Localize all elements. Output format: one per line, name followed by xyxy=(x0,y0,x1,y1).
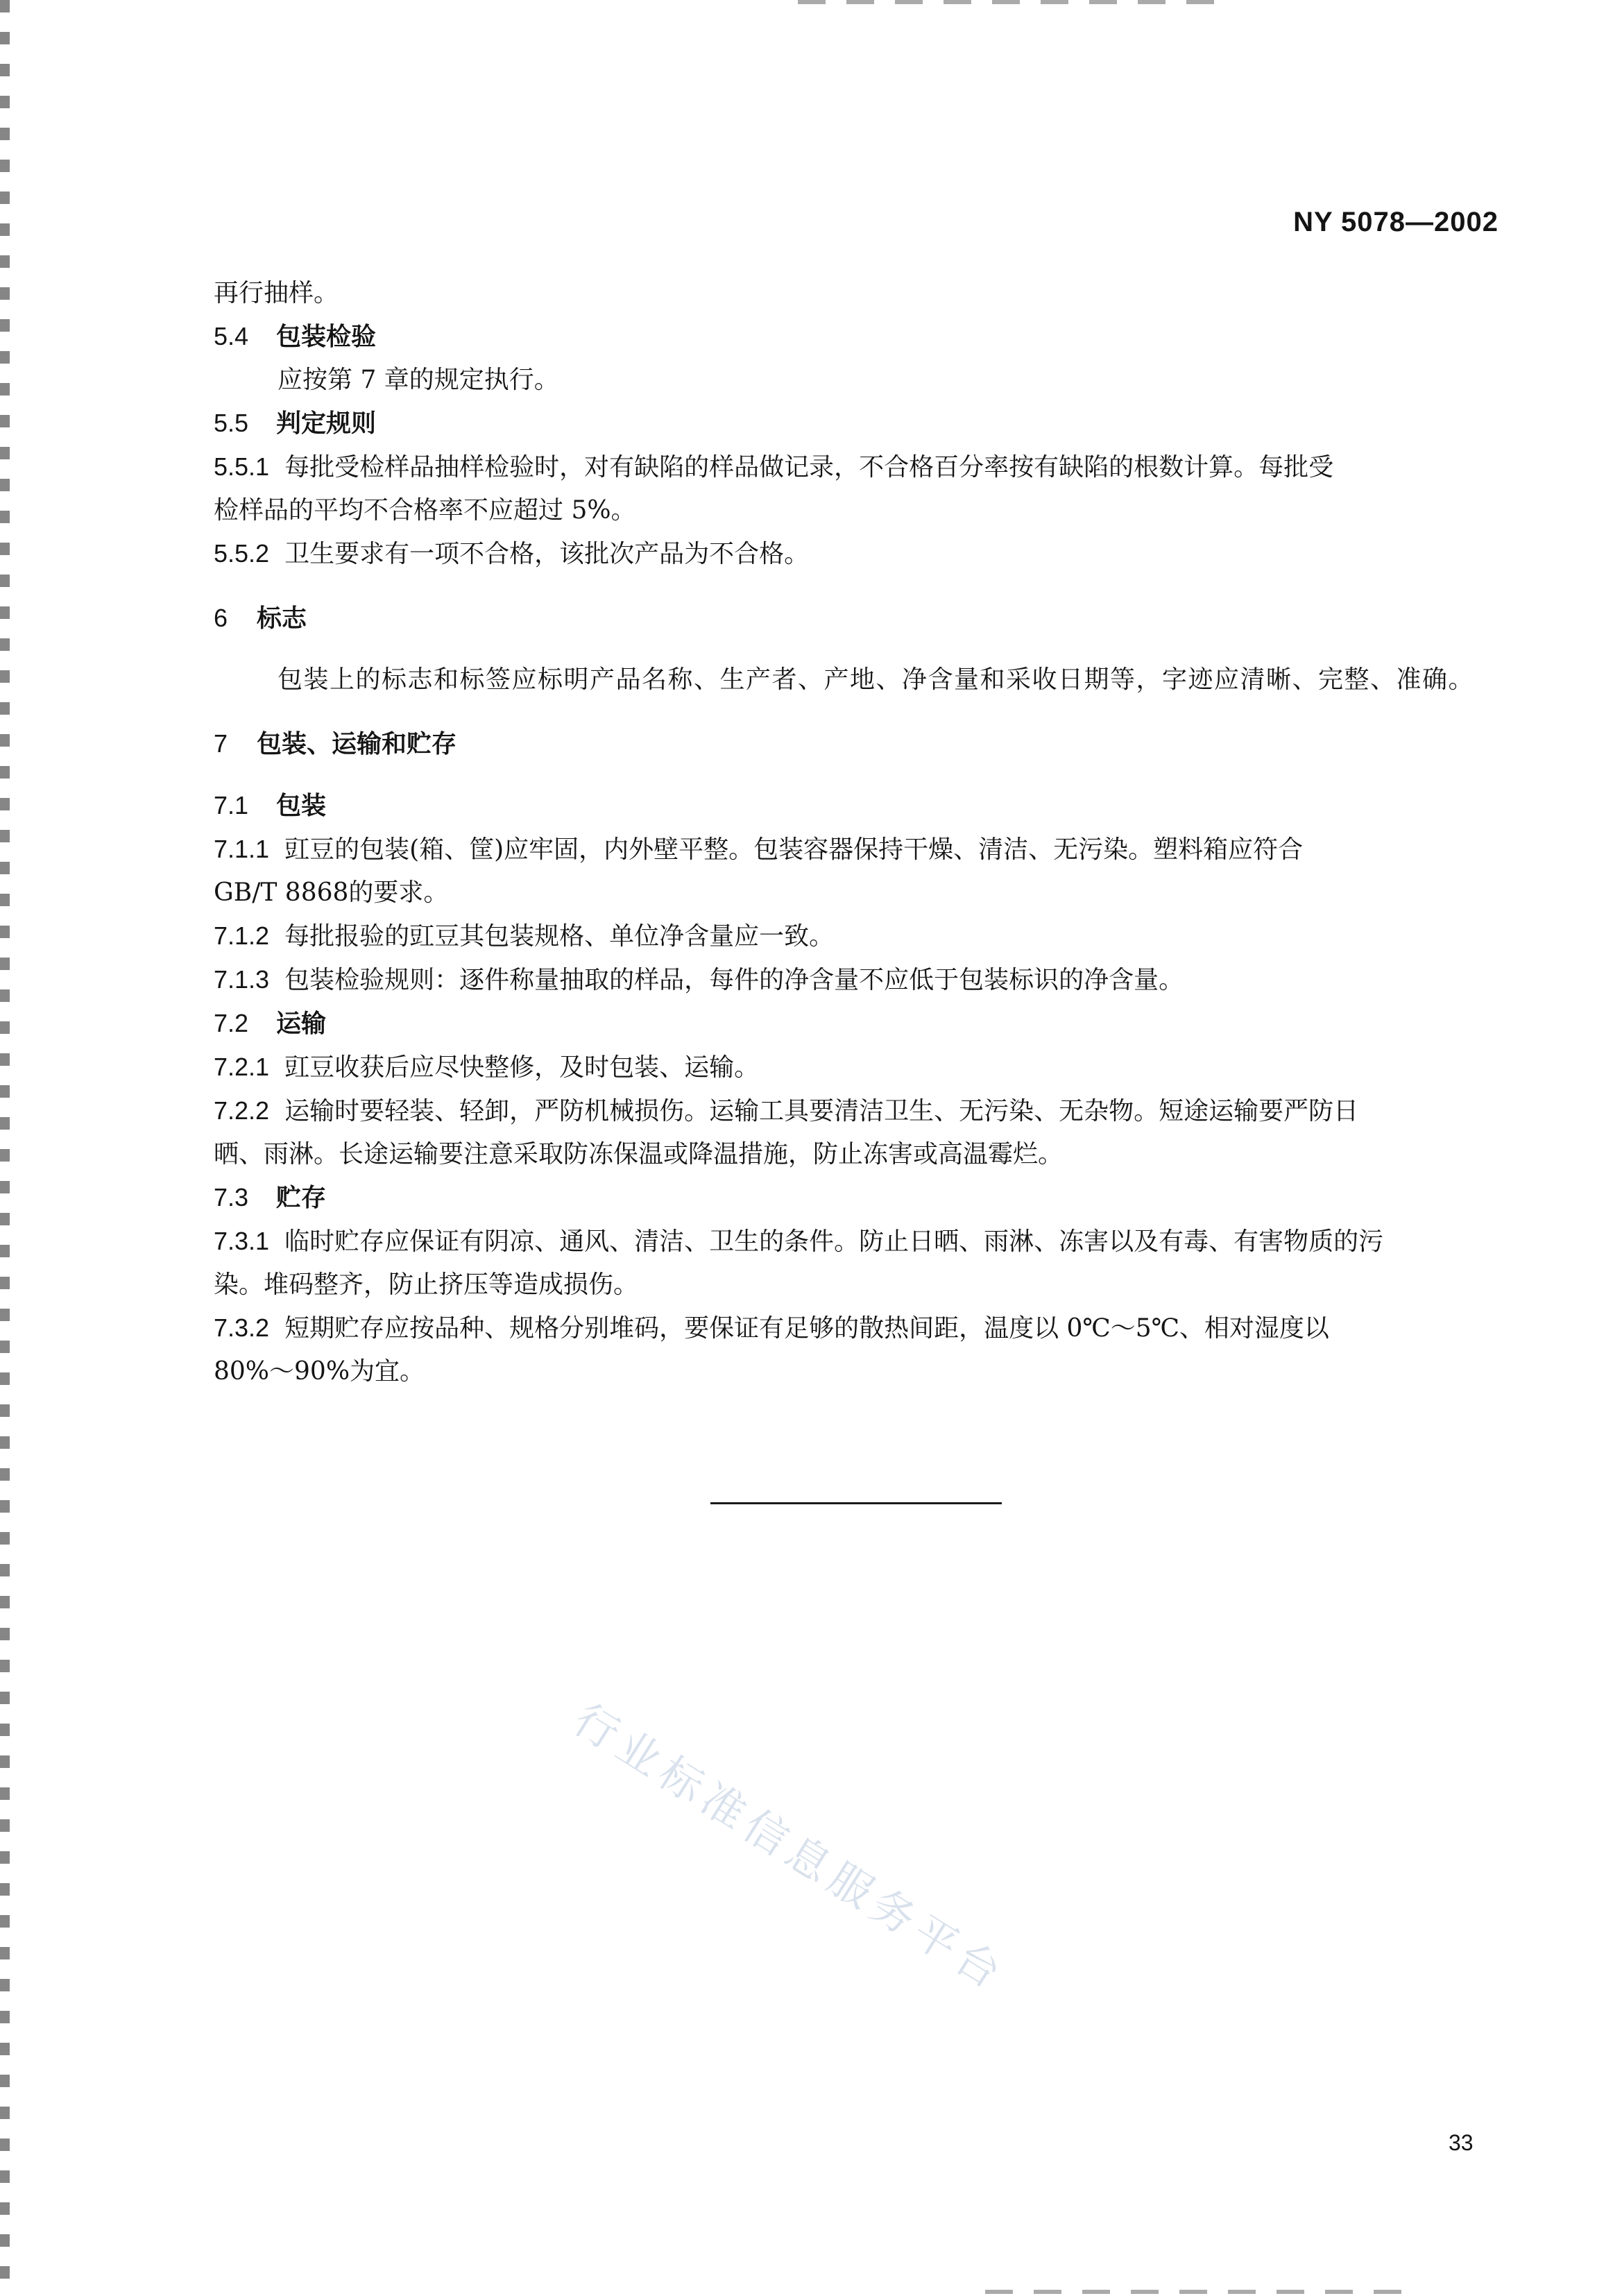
chapter-title: 标志 xyxy=(257,604,307,633)
clause-text: 临时贮存应保证有阴凉、通风、清洁、卫生的条件。防止日晒、雨淋、冻害以及有毒、有害物质的污 xyxy=(284,1227,1384,1256)
section-5-4-text: 应按第 7 章的规定执行。 xyxy=(278,366,559,394)
section-5-4-heading xyxy=(214,315,1499,359)
section-7-3-heading xyxy=(214,1176,1499,1220)
page-number: 33 xyxy=(1449,2130,1474,2155)
chapter-6-text: 包装上的标志和标签应标明产品名称、生产者、产地、净含量和采收日期等，字迹应清晰、完整、准确。 xyxy=(278,665,1475,694)
section-title: 运输 xyxy=(276,1010,327,1038)
section-title: 贮存 xyxy=(276,1184,327,1212)
section-number: 7.1 xyxy=(214,791,249,819)
clause-7-2-2 xyxy=(214,1089,1499,1133)
chapter-number: 6 xyxy=(214,604,228,632)
clause-number: 5.5.2 xyxy=(214,539,270,568)
clause-text: 豇豆的包装(箱、筐)应牢固，内外壁平整。包装容器保持干燥、清洁、无污染。塑料箱应符合 xyxy=(284,835,1304,864)
clause-7-3-1 xyxy=(214,1220,1499,1264)
clause-5-5-1-continued: 检样品的平均不合格率不应超过 5%。 xyxy=(214,496,636,525)
section-number: 7.2 xyxy=(214,1009,249,1037)
chapter-number: 7 xyxy=(214,729,228,758)
section-title: 包装检验 xyxy=(276,323,377,351)
watermark-text: 行业标准信息服务平台 xyxy=(565,1694,1016,2002)
clause-number: 5.5.1 xyxy=(214,452,270,481)
clause-number: 7.3.2 xyxy=(214,1313,270,1342)
chapter-title: 包装、运输和贮存 xyxy=(257,730,457,758)
scan-edge-bottom xyxy=(985,2290,1415,2294)
clause-number: 7.1.1 xyxy=(214,835,270,863)
clause-7-3-1-continued: 染。堆码整齐，防止挤压等造成损伤。 xyxy=(214,1270,639,1299)
clause-7-1-3 xyxy=(214,958,1499,1002)
clause-number: 7.2.1 xyxy=(214,1053,270,1081)
clause-7-1-1 xyxy=(214,828,1499,871)
section-7-1-heading xyxy=(214,784,1499,828)
chapter-6-heading xyxy=(214,597,1499,640)
clause-number: 7.1.2 xyxy=(214,921,270,950)
section-number: 5.4 xyxy=(214,322,249,350)
section-7-2-heading xyxy=(214,1002,1499,1046)
section-number: 7.3 xyxy=(214,1183,249,1211)
section-title: 包装 xyxy=(276,792,327,820)
section-number: 5.5 xyxy=(214,409,249,437)
clause-7-2-1 xyxy=(214,1046,1499,1089)
chapter-7-heading xyxy=(214,722,1499,766)
clause-7-3-2-continued: 80%～90%为宜。 xyxy=(214,1357,425,1386)
scan-edge-top xyxy=(798,0,1228,4)
clause-text: 每批受检样品抽样检验时，对有缺陷的样品做记录，不合格百分率按有缺陷的根数计算。每批受 xyxy=(284,453,1334,482)
page-body xyxy=(214,272,1499,1393)
section-title: 判定规则 xyxy=(276,409,377,438)
clause-7-1-2 xyxy=(214,915,1499,958)
end-of-document-rule xyxy=(710,1502,1002,1504)
section-5-5-heading xyxy=(214,402,1499,445)
clause-text: 包装检验规则：逐件称量抽取的样品，每件的净含量不应低于包装标识的净含量。 xyxy=(284,966,1184,994)
clause-5-5-1 xyxy=(214,445,1499,489)
clause-number: 7.1.3 xyxy=(214,965,270,994)
document-code: NY 5078—2002 xyxy=(1293,207,1499,237)
clause-number: 7.3.1 xyxy=(214,1227,270,1255)
clause-text: 卫生要求有一项不合格，该批次产品为不合格。 xyxy=(284,540,810,568)
clause-text: 运输时要轻装、轻卸，严防机械损伤。运输工具要清洁卫生、无污染、无杂物。短途运输要严防日 xyxy=(284,1097,1359,1125)
scan-edge-left xyxy=(0,0,10,2296)
clause-7-1-1-continued: GB/T 8868的要求。 xyxy=(214,878,449,907)
clause-text: 每批报验的豇豆其包装规格、单位净含量应一致。 xyxy=(284,922,835,951)
clause-text: 短期贮存应按品种、规格分别堆码，要保证有足够的散热间距，温度以 0℃～5℃、相对湿度以 xyxy=(284,1314,1329,1343)
clause-7-3-2 xyxy=(214,1307,1499,1350)
clause-text: 豇豆收获后应尽快整修，及时包装、运输。 xyxy=(284,1053,760,1082)
clause-7-2-2-continued: 晒、雨淋。长途运输要注意采取防冻保温或降温措施，防止冻害或高温霉烂。 xyxy=(214,1140,1064,1168)
clause-number: 7.2.2 xyxy=(214,1096,270,1125)
continuation-text: 再行抽样。 xyxy=(214,279,339,307)
clause-5-5-2 xyxy=(214,532,1499,576)
